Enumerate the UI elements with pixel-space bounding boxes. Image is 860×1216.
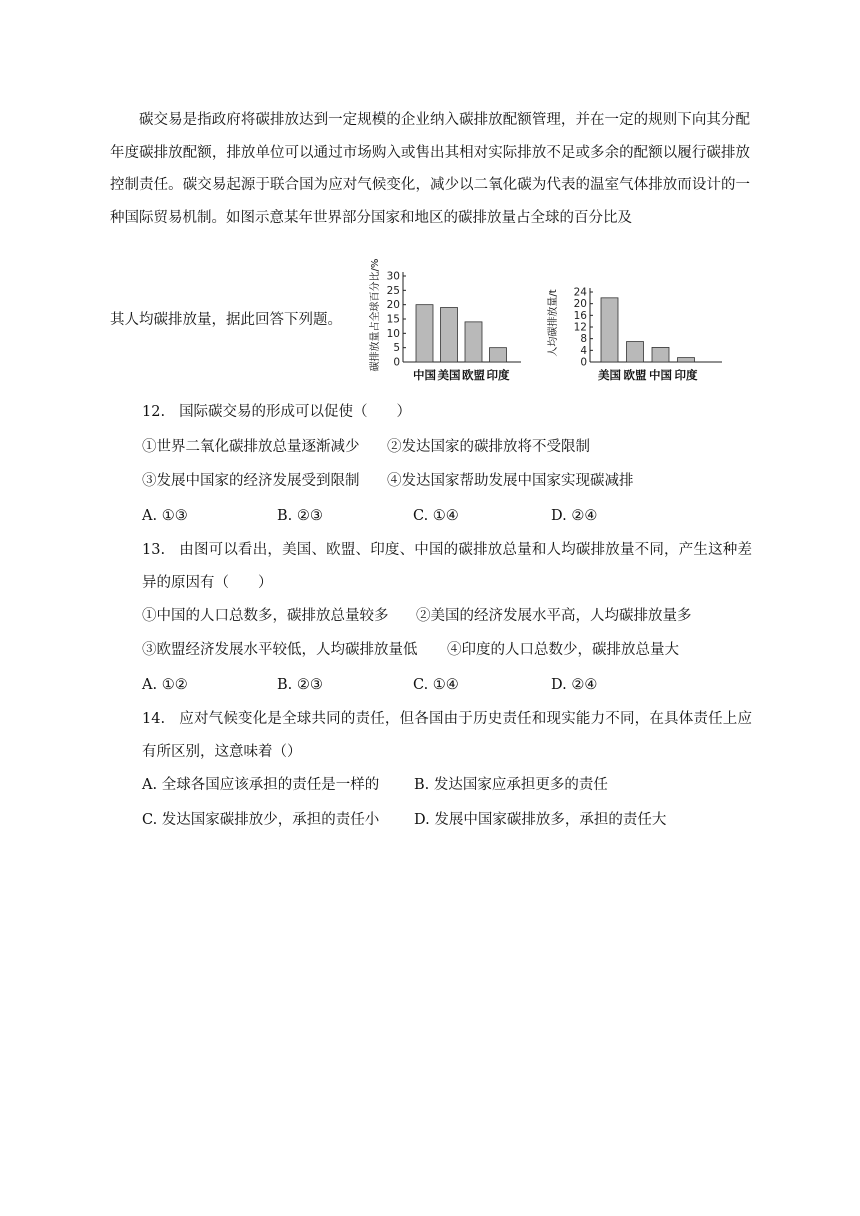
q13-statement-3: ③欧盟经济发展水平较低，人均碳排放量低: [142, 642, 418, 658]
category-label: 美国: [598, 368, 621, 382]
question-14-number: 14.: [142, 711, 166, 727]
question-14-text: 应对气候变化是全球共同的责任，但各国由于历史责任和现实能力不同，在具体责任上应有所区别，这意味着（）: [142, 711, 752, 760]
bar: [601, 298, 618, 362]
y-tick-label: 0: [393, 356, 400, 369]
question-14-stem: [142, 703, 752, 769]
question-12-number: 12.: [142, 404, 166, 420]
question-12-text: 国际碳交易的形成可以促使（ ）: [179, 404, 412, 420]
bar: [652, 347, 669, 362]
chart-1: [368, 259, 521, 382]
chart-2: [546, 287, 722, 383]
question-13-stem: [142, 534, 752, 600]
y-tick-label: 15: [386, 313, 400, 326]
q13-statement-4: ④印度的人口总数少，碳排放总量大: [447, 642, 679, 658]
y-tick-label: 30: [386, 270, 400, 283]
y-tick-label: 20: [573, 298, 587, 311]
bar: [490, 348, 507, 362]
y-tick-label: 8: [580, 333, 587, 346]
intro-paragraph: 碳交易是指政府将碳排放达到一定规模的企业纳入碳排放配额管理，并在一定的规则下向其分配年度碳排放配额，排放单位可以通过市场购入或售出其相对实际排放不足或多余的配额以履行碳排放控制责任。碳交易起源于联合国为应对气候变化，减少以二氧化碳为代表的温室气体排放而设计的一种国际贸易机制。如图示意某年世界部分国家和地区的碳排放量占全球的百分比及: [110, 112, 750, 226]
q14-option-d[interactable]: D. 发展中国家碳排放多，承担的责任大: [414, 812, 667, 828]
category-label: 印度: [486, 368, 510, 382]
q12-statement-4: ④发达国家帮助发展中国家实现碳减排: [387, 473, 634, 489]
q14-option-c[interactable]: C. 发达国家碳排放少，承担的责任小: [142, 812, 380, 828]
intro-paragraph-tail: 其人均碳排放量，据此回答下列题。: [110, 312, 342, 328]
bar: [627, 342, 644, 362]
y-tick-label: 10: [386, 327, 400, 340]
category-label: 欧盟: [623, 368, 647, 382]
y-tick-label: 16: [573, 309, 587, 322]
q13-option-c[interactable]: C. ①④: [413, 677, 459, 693]
q12-statement-1: ①世界二氧化碳排放总量逐渐减少: [142, 439, 360, 455]
q12-option-a[interactable]: A. ①③: [142, 508, 188, 524]
bar: [416, 305, 433, 362]
q12-option-c[interactable]: C. ①④: [413, 508, 459, 524]
question-13-text: 由图可以看出，美国、欧盟、印度、中国的碳排放总量和人均碳排放量不同，产生这种差异的原因有（ ）: [142, 542, 752, 591]
category-label: 中国: [413, 368, 436, 382]
q13-option-b[interactable]: B. ②③: [277, 677, 323, 693]
y-tick-label: 4: [580, 344, 587, 357]
category-label: 美国: [437, 368, 461, 382]
y-axis-label: 人均碳排放量/t: [548, 289, 559, 357]
bar-charts-svg: [366, 256, 736, 386]
q13-statement-1: ①中国的人口总数多，碳排放总量较多: [142, 608, 389, 624]
y-tick-label: 24: [573, 286, 587, 299]
y-tick-label: 25: [386, 284, 400, 297]
y-tick-label: 20: [386, 299, 400, 312]
question-12-stem: [142, 400, 411, 424]
q12-statement-3: ③发展中国家的经济发展受到限制: [142, 473, 360, 489]
q13-option-d[interactable]: D. ②④: [551, 677, 598, 693]
q14-option-b[interactable]: B. 发达国家应承担更多的责任: [414, 777, 608, 793]
q12-option-b[interactable]: B. ②③: [277, 508, 323, 524]
q12-statement-2: ②发达国家的碳排放将不受限制: [387, 439, 590, 455]
category-label: 中国: [649, 368, 672, 382]
q13-statement-2: ②美国的经济发展水平高，人均碳排放量多: [416, 608, 692, 624]
bar: [678, 358, 695, 362]
y-tick-label: 5: [393, 342, 400, 355]
question-13-number: 13.: [142, 542, 166, 558]
q14-option-a[interactable]: A. 全球各国应该承担的责任是一样的: [142, 777, 380, 793]
y-axis-label: 碳排放量占全球百分比/%: [370, 258, 381, 372]
category-label: 印度: [674, 368, 698, 382]
category-label: 欧盟: [462, 368, 485, 382]
y-tick-label: 12: [573, 321, 587, 334]
bar: [465, 322, 482, 362]
charts-figure: [366, 256, 736, 386]
bar: [441, 308, 458, 362]
y-tick-label: 0: [580, 356, 587, 369]
q12-option-d[interactable]: D. ②④: [551, 508, 598, 524]
q13-option-a[interactable]: A. ①②: [142, 677, 188, 693]
